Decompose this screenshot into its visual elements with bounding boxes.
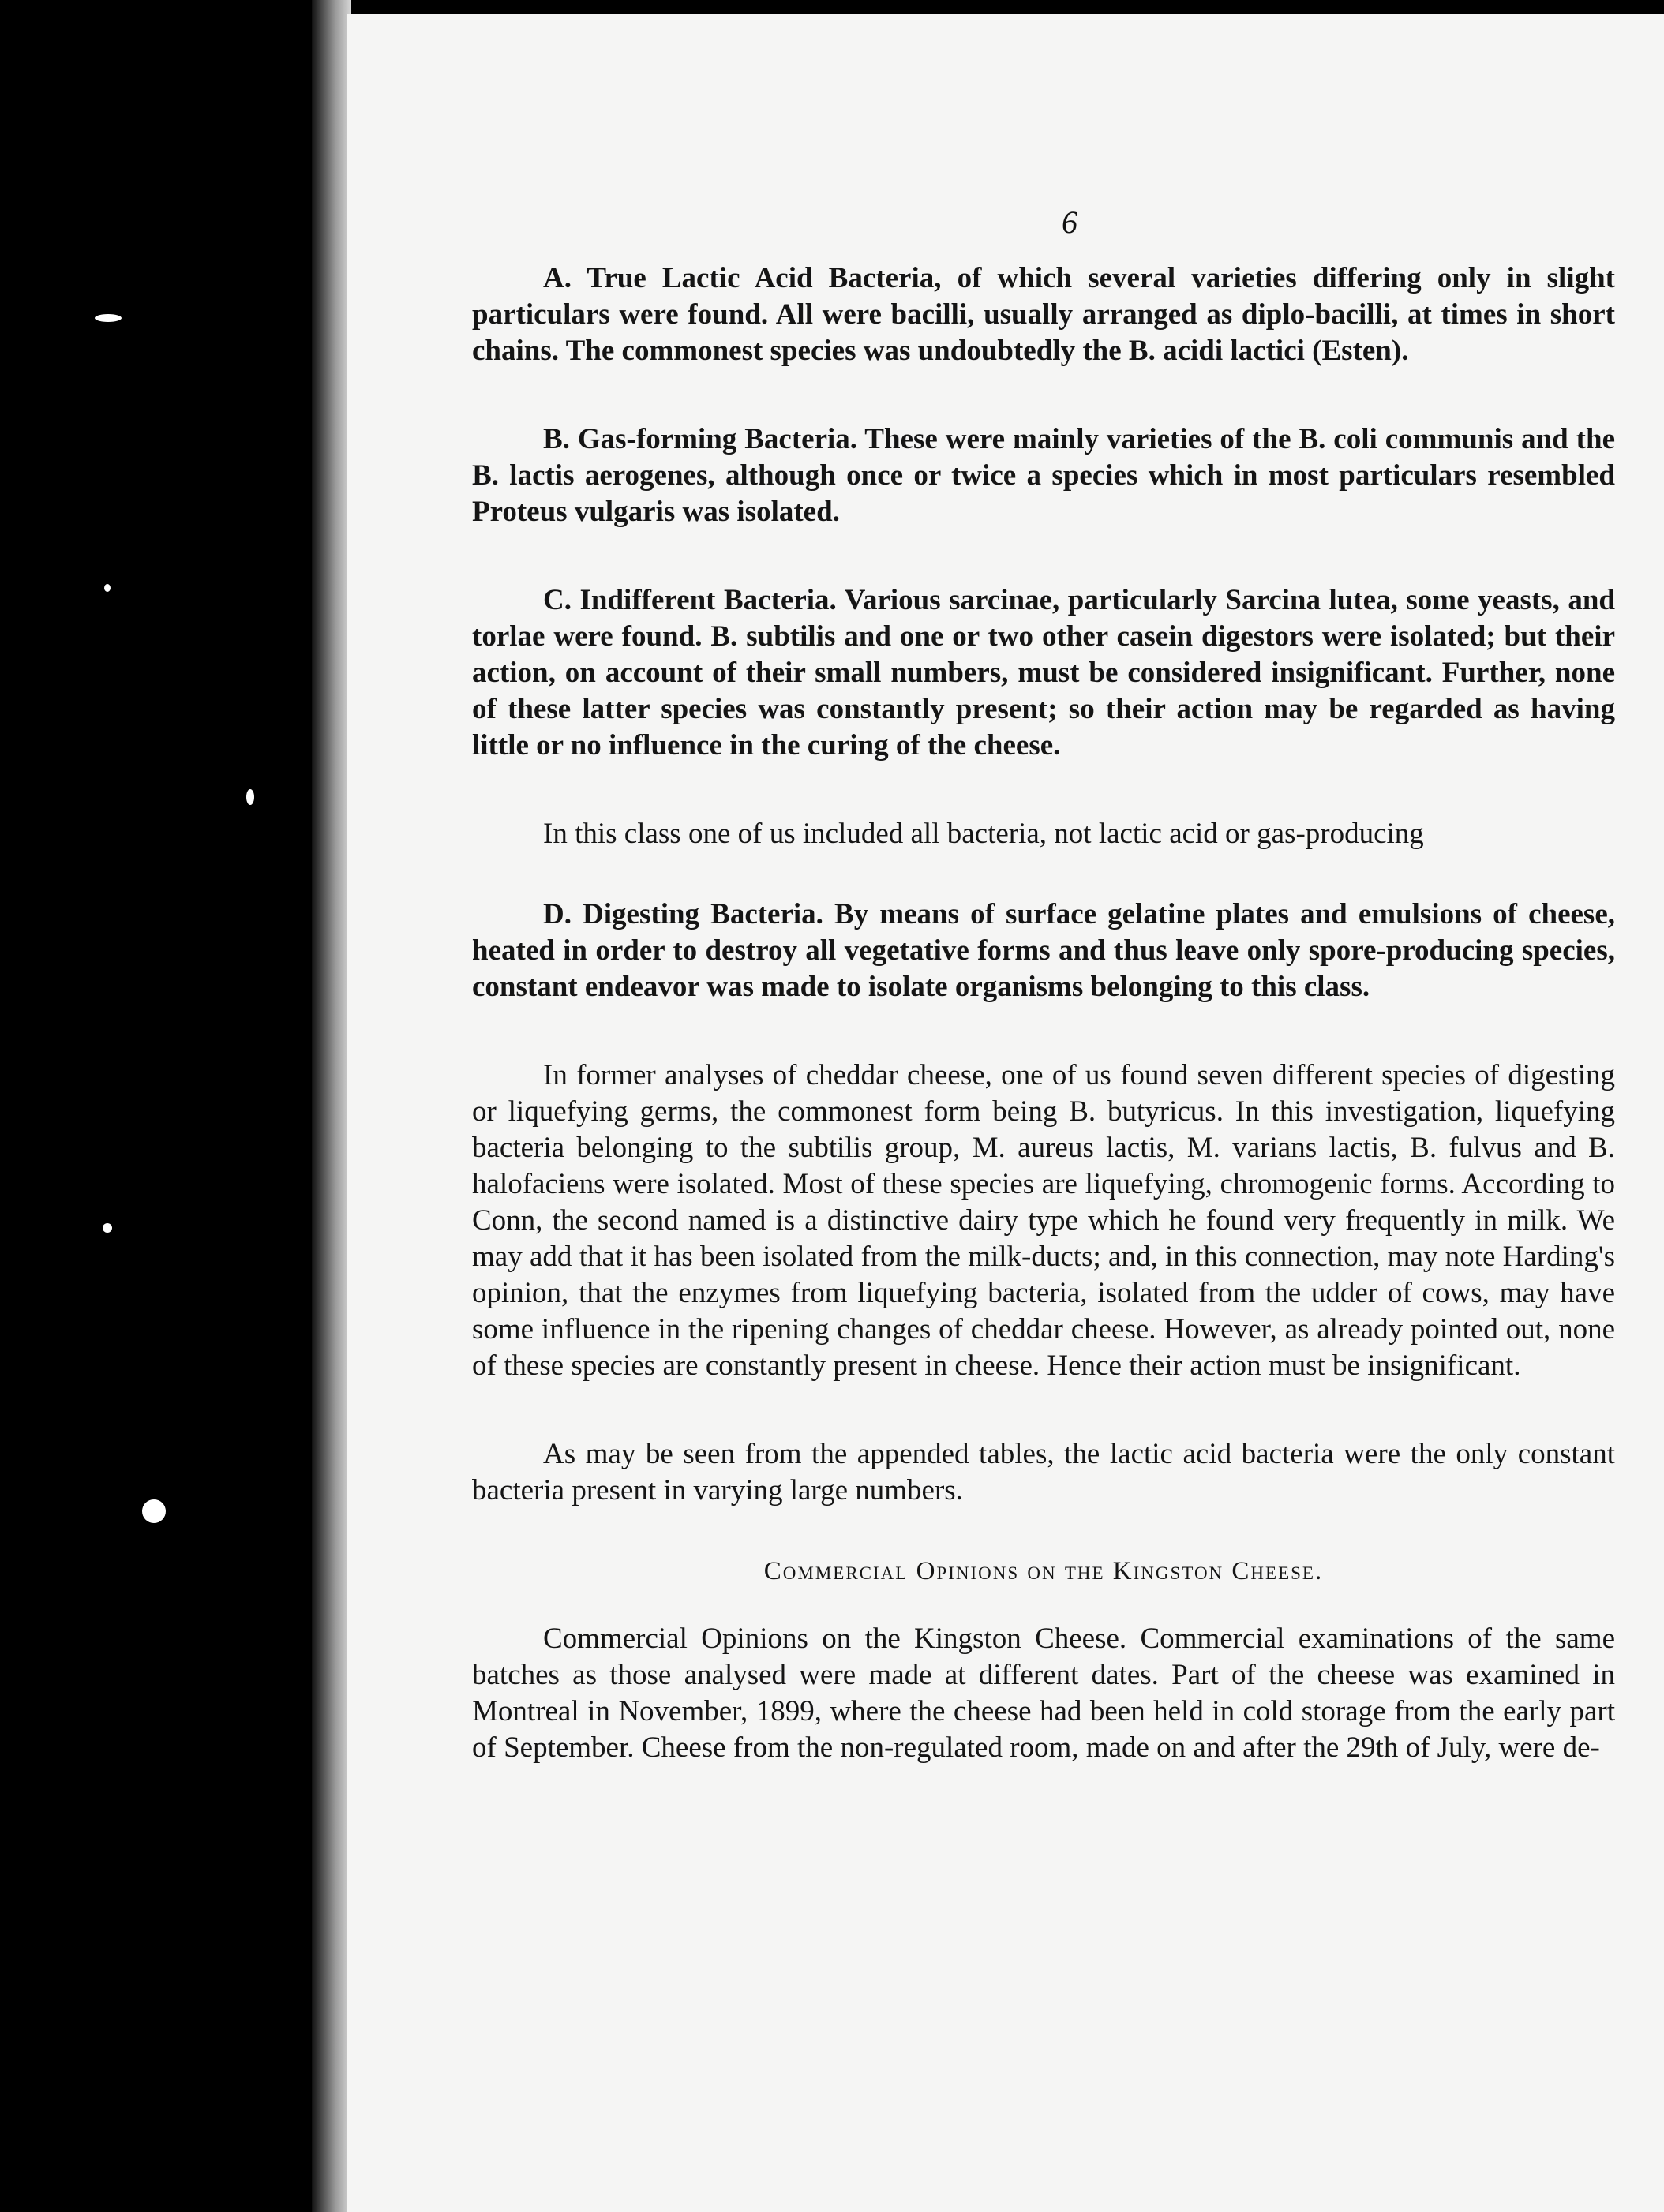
paragraph-tables: As may be seen from the appended tables, the lactic acid bacteria were the only constant bacteria present in varying large numbers. (472, 1438, 1615, 1506)
paragraph-lactic: A. True Lactic Acid Bacteria, of which several varieties differing only in slight particulars were found. All were bacilli, usually arranged as diplo-bacilli, at times in short chains. The commonest species was undoubtedly the B. acidi lactici (Esten). (472, 262, 1615, 367)
scan-artifact (104, 584, 111, 592)
page-body (472, 260, 1615, 1818)
paragraph-indifferent: C. Indifferent Bacteria. Various sarcinae, particularly Sarcina lutea, some yeasts, and torlae were found. B. subtilis and one or two other casein digestors were isolated; but their action, on account of their small numbers, must be considered insignificant. Further, none of these latter species was constantly present; so their action may be regarded as having little or no influence in the curing of the cheese. (472, 584, 1615, 762)
paragraph-commercial: Commercial Opinions on the Kingston Cheese. Commercial examinations of the same batches as those analysed were made at different dates. Part of the cheese was examined in Montreal in November, 1899, where the cheese had been held in cold storage from the early part of September. Cheese from the non-regulated room, made on and after the 29th of July, were de- (472, 1623, 1615, 1764)
page-number: 6 (1062, 204, 1077, 240)
paragraph-digesting: D. Digesting Bacteria. By means of surface gelatine plates and emulsions of cheese, heated in order to destroy all vegetative forms and thus leave only spore-producing species, constant endeavor was made to isolate organisms belonging to this class. (472, 898, 1615, 1003)
scan-artifact (142, 1499, 166, 1523)
paragraph-class-note: In this class one of us included all bacteria, not lactic acid or gas-producing (543, 818, 1424, 850)
paragraph-gas-forming: B. Gas-forming Bacteria. These were mainly varieties of the B. coli communis and the B. lactis aerogenes, although once or twice a species which in most particulars resembled Proteus vulgaris was isolated. (472, 423, 1615, 528)
scan-artifact (95, 314, 122, 322)
book-binding (0, 0, 339, 2212)
section-heading: Commercial Opinions on the Kingston Cheese. (763, 1557, 1324, 1585)
scan-artifact (246, 789, 254, 805)
paragraph-former-analyses: In former analyses of cheddar cheese, one of us found seven different species of digesting or liquefying germs, the commonest form being B. butyricus. In this investigation, liquefying bacteria belonging to the subtilis group, M. aureus lactis, M. varians lactis, B. fulvus and B. halofaciens were isolated. Most of these species are liquefying, chromogenic forms. According to Conn, the second named is a distinctive dairy type which he found very frequently in milk. We may add that it has been isolated from the milk-ducts; and, in this connection, may note Harding's opinion, that the enzymes from liquefying bacteria, isolated from the udder of cows, may have some influence in the ripening changes of cheddar cheese. However, as already pointed out, none of these species are constantly present in cheese. Hence their action must be insignificant. (472, 1059, 1615, 1382)
page-gutter (312, 0, 351, 2212)
scan-artifact (103, 1223, 112, 1233)
